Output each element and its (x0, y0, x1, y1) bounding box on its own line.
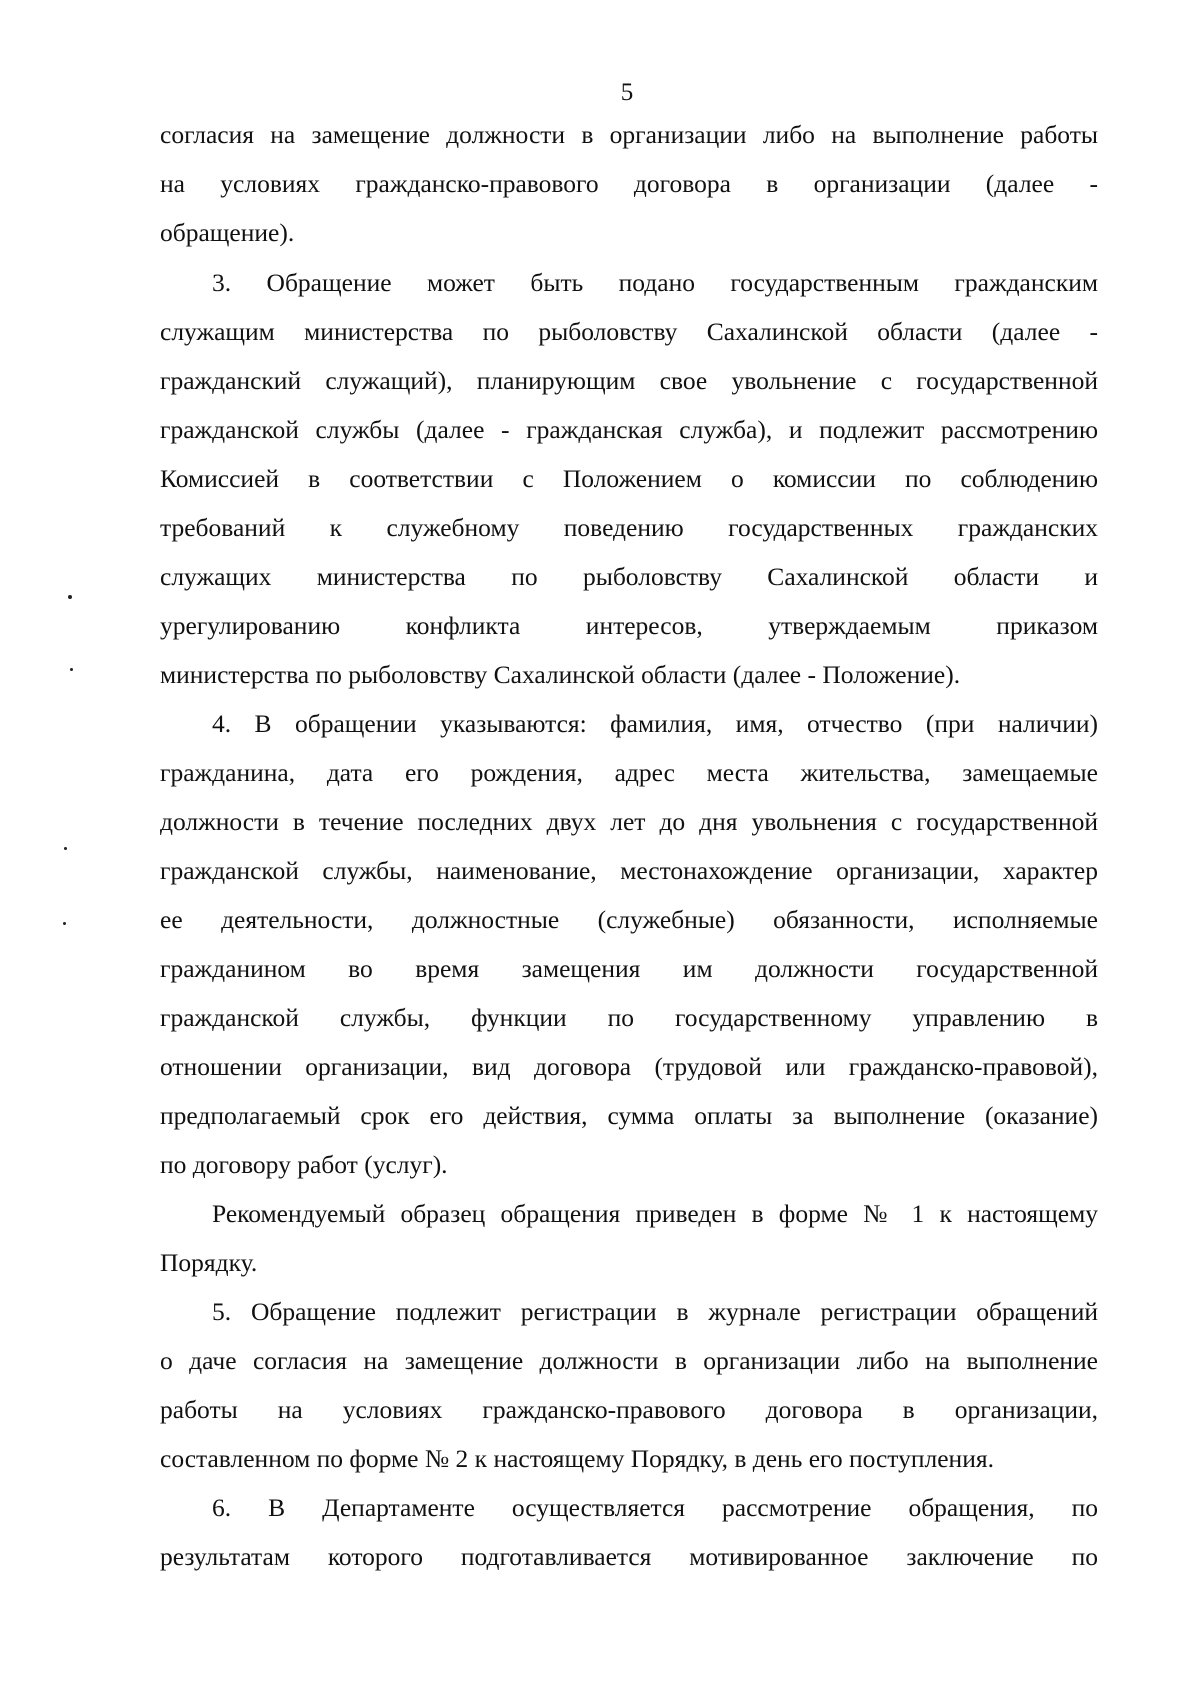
text-line: отношении организации, вид договора (трудовой или гражданско-правовой), (160, 1052, 1098, 1081)
text-line: гражданский служащий), планирующим свое увольнение с государственной (160, 366, 1098, 395)
paragraph-item-6 (160, 1483, 1098, 1581)
text-line: министерства по рыболовству Сахалинской области (далее - Положение). (160, 660, 961, 689)
text-line: на условиях гражданско-правового договора в организации (далее - (160, 169, 1098, 198)
text-line: ее деятельности, должностные (служебные) обязанности, исполняемые (160, 905, 1098, 934)
paragraph-item-4 (160, 699, 1098, 1189)
text-line: должности в течение последних двух лет до дня увольнения с государственной (160, 807, 1098, 836)
text-line: 6. В Департаменте осуществляется рассмотрение обращения, по (212, 1493, 1098, 1522)
text-line: Рекомендуемый образец обращения приведен в форме № 1 к настоящему (212, 1199, 1098, 1228)
text-line: предполагаемый срок его действия, сумма оплаты за выполнение (оказание) (160, 1101, 1098, 1130)
text-line: составленном по форме № 2 к настоящему Порядку, в день его поступления. (160, 1444, 994, 1473)
text-line: Комиссией в соответствии с Положением о комиссии по соблюдению (160, 464, 1098, 493)
text-line: Порядку. (160, 1248, 258, 1277)
text-line: гражданской службы, наименование, местонахождение организации, характер (160, 856, 1098, 885)
text-line: требований к служебному поведению государственных гражданских (160, 513, 1098, 542)
text-line: гражданином во время замещения им должности государственной (160, 954, 1098, 983)
paragraph-sample-note (160, 1189, 1098, 1287)
text-line: результатам которого подготавливается мотивированное заключение по (160, 1542, 1098, 1571)
scan-speck (68, 595, 72, 599)
text-line: 4. В обращении указываются: фамилия, имя, отчество (при наличии) (212, 709, 1098, 738)
text-line: 3. Обращение может быть подано государственным гражданским (212, 268, 1098, 297)
scan-speck (63, 922, 66, 925)
paragraph-continuation (160, 110, 1098, 257)
paragraph-item-3 (160, 258, 1098, 699)
text-line: служащих министерства по рыболовству Сахалинской области и (160, 562, 1098, 591)
text-line: о даче согласия на замещение должности в организации либо на выполнение (160, 1346, 1098, 1375)
text-line: гражданина, дата его рождения, адрес места жительства, замещаемые (160, 758, 1098, 787)
paragraph-item-5 (160, 1287, 1098, 1483)
scan-speck (70, 668, 73, 671)
text-line: 5. Обращение подлежит регистрации в журнале регистрации обращений (212, 1297, 1098, 1326)
text-line: согласия на замещение должности в организации либо на выполнение работы (160, 120, 1098, 149)
page-number: 5 (620, 79, 634, 106)
scan-speck (64, 847, 67, 850)
text-line: служащим министерства по рыболовству Сахалинской области (далее - (160, 317, 1098, 346)
text-line: урегулированию конфликта интересов, утверждаемым приказом (160, 611, 1098, 640)
text-line: обращение). (160, 218, 295, 247)
text-line: работы на условиях гражданско-правового договора в организации, (160, 1395, 1098, 1424)
text-line: по договору работ (услуг). (160, 1150, 448, 1179)
text-line: гражданской службы, функции по государственному управлению в (160, 1003, 1098, 1032)
text-line: гражданской службы (далее - гражданская служба), и подлежит рассмотрению (160, 415, 1098, 444)
